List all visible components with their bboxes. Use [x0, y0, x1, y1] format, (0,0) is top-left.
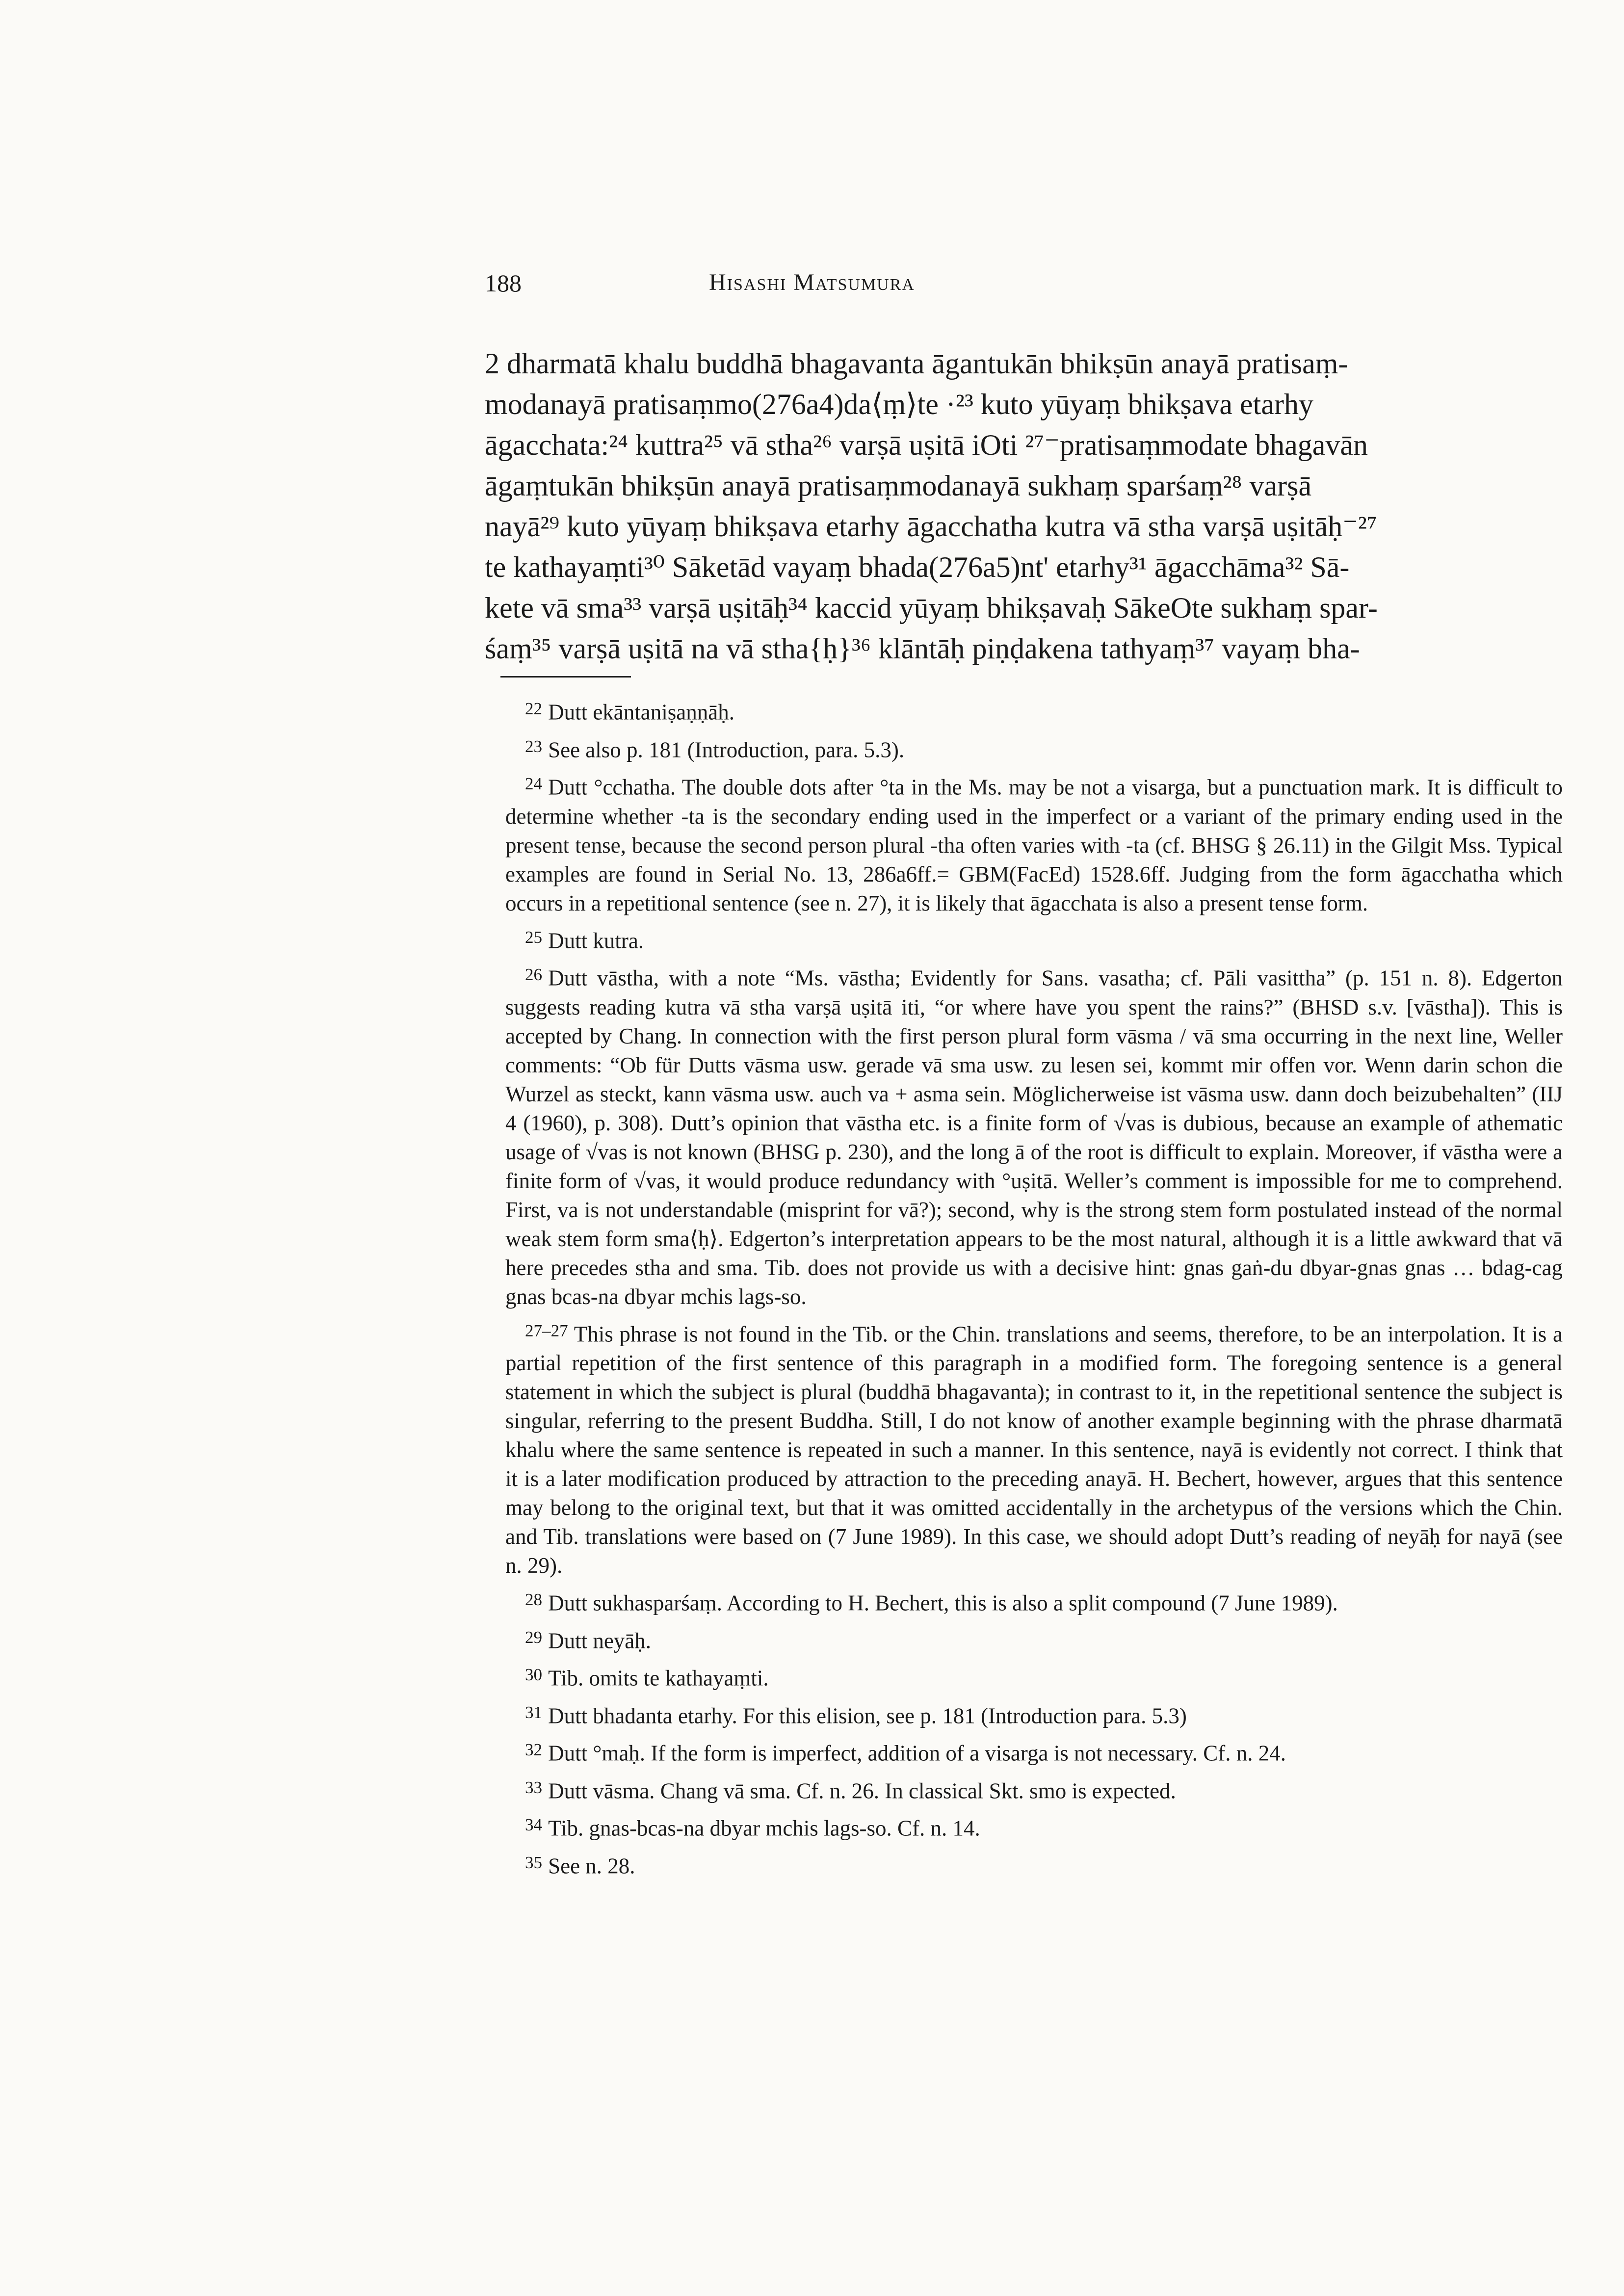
running-head: Hisashi Matsumura [709, 269, 915, 295]
footnote-text: Tib. omits te kathayaṃti. [548, 1666, 769, 1691]
footnote-text: Dutt ekāntaniṣaṇṇāḥ. [548, 700, 734, 725]
footnote-number: 30 [525, 1665, 543, 1685]
footnote [505, 1623, 1563, 1656]
footnote-text: Dutt °cchatha. The double dots after °ta in the Ms. may be not a visarga, but a punctuation mark. It is difficult to determine whether -ta is the secondary ending used in the imperfect or a variant of the primary ending used in the present tense, because the second person plural -tha often varies with -ta (cf. BHSG § 26.11) in the Gilgit Mss. Typical examples are found in Serial No. 13, 286a6ff.= GBM(FacEd) 1528.6ff. Judging from the form āgacchatha which occurs in a repetitional sentence (see n. 27), it is likely that āgacchata is also a present tense form. [505, 775, 1563, 915]
footnote [505, 732, 1563, 765]
footnotes [505, 694, 1563, 1885]
footnote-text: See also p. 181 (Introduction, para. 5.3). [548, 737, 905, 762]
footnote [505, 1735, 1563, 1768]
main-text [485, 343, 1564, 669]
footnote-text: Dutt neyāḥ. [548, 1628, 652, 1653]
footnote [505, 1660, 1563, 1693]
footnote-text: Dutt kutra. [548, 928, 644, 953]
footnote-number: 25 [525, 927, 543, 947]
footnote-number: 26 [525, 965, 543, 985]
footnote-number: 22 [525, 699, 543, 718]
main-line: āgaṃtukān bhikṣūn anayā pratisaṃmodanayā sukhaṃ sparśaṃ²⁸ varṣā [485, 470, 1312, 502]
footnote [505, 1585, 1563, 1618]
footnote-number: 31 [525, 1702, 543, 1722]
main-line: modanayā pratisaṃmo(276a4)da⟨ṃ⟩te ·²³ kuto yūyaṃ bhikṣava etarhy [485, 388, 1313, 420]
footnote [505, 1810, 1563, 1843]
footnote [505, 1848, 1563, 1881]
footnote-text: Dutt sukhasparśaṃ. According to H. Bechert, this is also a split compound (7 June 1989). [548, 1591, 1338, 1616]
footnote [505, 923, 1563, 956]
main-line: kete vā sma³³ varṣā uṣitāḥ³⁴ kaccid yūyaṃ bhikṣavaḥ SākeOte sukhaṃ spar- [485, 592, 1378, 624]
footnote-text: Dutt vāsma. Chang vā sma. Cf. n. 26. In classical Skt. smo is expected. [548, 1778, 1176, 1803]
main-line: 2 dharmatā khalu buddhā bhagavanta āgantukān bhikṣūn anayā pratisaṃ- [485, 347, 1348, 380]
footnote-number: 27–27 [525, 1321, 568, 1340]
footnote-number: 33 [525, 1777, 543, 1797]
footnote-text: Dutt bhadanta etarhy. For this elision, see p. 181 (Introduction para. 5.3) [548, 1703, 1187, 1728]
footnote [505, 960, 1563, 1311]
footnote-number: 29 [525, 1627, 543, 1647]
footnote-text: Tib. gnas-bcas-na dbyar mchis lags-so. Cf. n. 14. [548, 1816, 980, 1841]
footnote-text: Dutt °maḥ. If the form is imperfect, addition of a visarga is not necessary. Cf. n. 24. [548, 1741, 1286, 1766]
footnote-text: This phrase is not found in the Tib. or the Chin. translations and seems, therefore, to be an interpolation. It is a partial repetition of the first sentence of this paragraph in a modified form. The foregoing sentence is a general statement in which the subject is plural (buddhā bhagavanta); in contrast to it, in the repetitional sentence the subject is singular, referring to the present Buddha. Still, I do not know of another example beginning with the phrase dharmatā khalu where the same sentence is repeated in such a manner. In this sentence, nayā is evidently not correct. I think that it is a later modification produced by attraction to the preceding anayā. H. Bechert, however, argues that this sentence may belong to the original text, but that it was omitted accidentally in the archetypus of the versions which the Chin. and Tib. translations were based on (7 June 1989). In this case, we should adopt Dutt’s reading of neyāḥ for nayā (see n. 29). [505, 1322, 1563, 1578]
footnote [505, 1316, 1563, 1581]
main-line: śaṃ³⁵ varṣā uṣitā na vā stha{ḥ}³⁶ klāntāḥ piṇḍakena tathyaṃ³⁷ vayaṃ bha- [485, 632, 1360, 665]
footnote [505, 694, 1563, 727]
main-line: āgacchata:²⁴ kuttra²⁵ vā stha²⁶ varṣā uṣitā iOti ²⁷⁻pratisaṃmodate bhagavān [485, 429, 1368, 461]
footnote [505, 1773, 1563, 1806]
main-line: nayā²⁹ kuto yūyaṃ bhikṣava etarhy āgacchatha kutra vā stha varṣā uṣitāḥ⁻²⁷ [485, 510, 1377, 543]
footnote [505, 769, 1563, 918]
page-number: 188 [485, 269, 522, 297]
main-line: te kathayaṃti³⁰ Sāketād vayaṃ bhada(276a5)nt' etarhy³¹ āgacchāma³² Sā- [485, 551, 1350, 583]
footnote-number: 23 [525, 736, 543, 756]
footnote [505, 1698, 1563, 1731]
footnote-divider [500, 676, 631, 678]
footnote-number: 24 [525, 774, 543, 794]
footnote-text: See n. 28. [548, 1853, 635, 1879]
footnote-number: 35 [525, 1852, 543, 1872]
footnote-text: Dutt vāstha, with a note “Ms. vāstha; Evidently for Sans. vasatha; cf. Pāli vasittha” (p. 151 n. 8). Edgerton suggests reading kutra vā stha varṣā uṣitā iti, “or where have you spent the rains?” (BHSD s.v. [vāstha]). This is accepted by Chang. In connection with the first person plural form vāsma / vā sma occurring in the next line, Weller comments: “Ob für Dutts vāsma usw. gerade vā sma usw. zu lesen sei, kommt mir offen vor. Wenn darin schon die Wurzel as steckt, kann vāsma usw. auch va + asma sein. Möglicherweise ist vāsma usw. dann doch beizubehalten” (IIJ 4 (1960), p. 308). Dutt’s opinion that vāstha etc. is a finite form of √vas is dubious, because an example of athematic usage of √vas is not known (BHSG p. 230), and the long ā of the root is difficult to explain. Moreover, if vāstha were a finite form of √vas, it would produce redundancy with °uṣitā. Weller’s comment is impossible for me to comprehend. First, va is not understandable (misprint for vā?); second, why is the strong stem form postulated instead of the normal weak stem form sma⟨ḥ⟩. Edgerton’s interpretation appears to be the most natural, although it is a little awkward that vā here precedes stha and sma. Tib. does not provide us with a decisive hint: gnas gaṅ-du dbyar-gnas gnas … bdag-cag gnas bcas-na dbyar mchis lags-so. [505, 965, 1563, 1309]
footnote-number: 28 [525, 1590, 543, 1610]
footnote-number: 32 [525, 1740, 543, 1760]
footnote-number: 34 [525, 1815, 543, 1835]
